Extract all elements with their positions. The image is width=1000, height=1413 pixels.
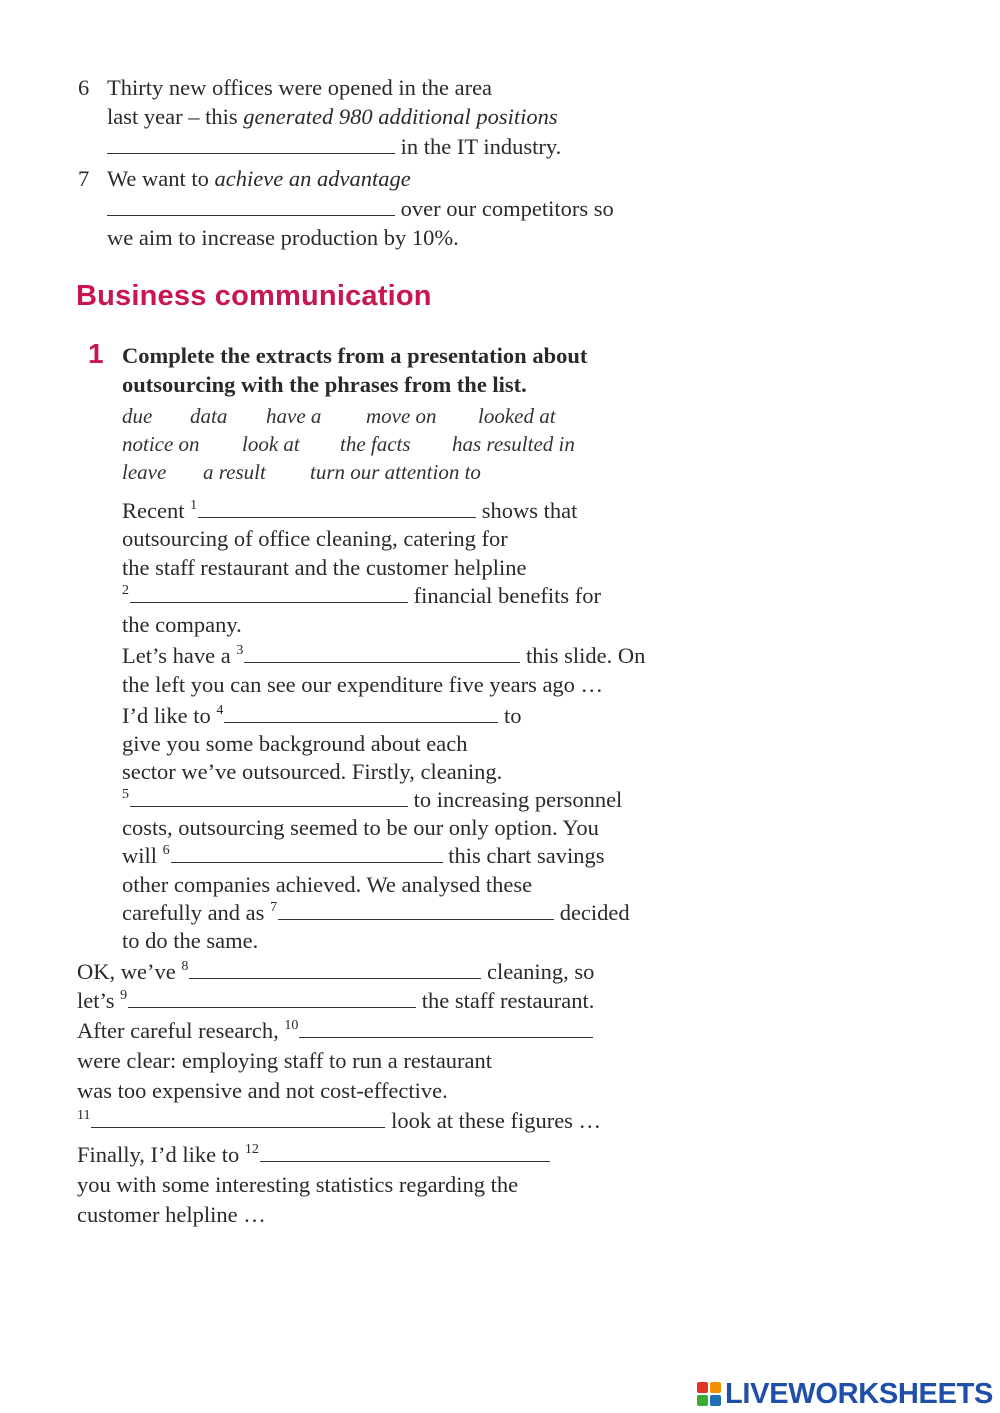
- word-list-item: has resulted in: [452, 432, 575, 456]
- passage-line: the company.: [122, 612, 242, 637]
- gap-number: 12: [244, 1142, 259, 1157]
- passage-line: sector we’ve outsourced. Firstly, cleaning.: [122, 759, 503, 784]
- passage-text: shows that: [476, 498, 578, 523]
- passage-text: to: [498, 703, 522, 728]
- passage-text: this chart savings: [442, 843, 605, 868]
- passage-line: was too expensive and not cost-effective.: [77, 1078, 448, 1103]
- passage-text: look at these figures …: [385, 1108, 602, 1133]
- item7-answer-blank[interactable]: [107, 195, 395, 216]
- item6-line2: [107, 103, 558, 131]
- word-list-item: look at: [242, 432, 300, 456]
- item6-line3: [107, 133, 561, 161]
- gap-number: 11: [77, 1108, 91, 1123]
- word-list-item: looked at: [478, 404, 556, 428]
- gap-5-blank[interactable]: [130, 786, 408, 807]
- passage-line: [122, 582, 601, 614]
- item7-line1-text: We want to: [107, 166, 215, 191]
- passage-line: [77, 1107, 601, 1139]
- passage-line: [77, 987, 594, 1019]
- gap-11-blank[interactable]: [91, 1107, 385, 1128]
- logo-mark-icon: [697, 1382, 721, 1406]
- word-list-item: a result: [203, 460, 266, 484]
- item6-answer-blank[interactable]: [107, 133, 395, 154]
- passage-text: this slide. On: [520, 643, 646, 668]
- item6-line1: Thirty new offices were opened in the area: [107, 75, 493, 100]
- passage-text: will: [122, 843, 163, 868]
- word-list-item: the facts: [340, 432, 411, 456]
- passage-text: carefully and as: [122, 900, 271, 925]
- gap-9-blank[interactable]: [128, 987, 416, 1008]
- logo-square: [710, 1395, 721, 1406]
- passage-text: the staff restaurant.: [416, 988, 595, 1013]
- item7-line2-text: over our competitors so: [395, 196, 614, 221]
- word-list-item: data: [190, 404, 228, 428]
- gap-10-blank[interactable]: [299, 1017, 593, 1038]
- item7-line3: we aim to increase production by 10%.: [107, 225, 459, 250]
- passage-line: [77, 1141, 550, 1173]
- passage-line: [122, 642, 645, 674]
- word-list-item: move on: [366, 404, 437, 428]
- gap-3-blank[interactable]: [244, 642, 520, 663]
- gap-number: 4: [216, 703, 224, 718]
- logo-text: LIVEWORKSHEETS: [725, 1377, 994, 1410]
- exercise-instruction-line2: outsourcing with the phrases from the list.: [122, 372, 527, 397]
- passage-line: you with some interesting statistics regarding the: [77, 1172, 519, 1197]
- passage-text: Recent: [122, 498, 191, 523]
- passage-line: other companies achieved. We analysed these: [122, 872, 533, 897]
- gap-number: 3: [236, 643, 244, 658]
- passage-line: the left you can see our expenditure five years ago …: [122, 672, 604, 697]
- logo-square: [710, 1382, 721, 1393]
- exercise-number: 1: [88, 338, 104, 369]
- gap-number: 5: [122, 787, 129, 802]
- gap-8-blank[interactable]: [189, 958, 481, 979]
- passage-text: Finally, I’d like to: [77, 1142, 245, 1167]
- gap-number: 9: [120, 988, 128, 1003]
- passage-text: decided: [554, 900, 630, 925]
- passage-line: the staff restaurant and the customer helpline: [122, 555, 527, 580]
- logo-square: [697, 1382, 708, 1393]
- passage-text: financial benefits for: [408, 583, 602, 608]
- gap-1-blank[interactable]: [198, 497, 476, 518]
- passage-line: [77, 958, 594, 990]
- gap-number: 6: [162, 843, 170, 858]
- passage-line: costs, outsourcing seemed to be our only option. You: [122, 815, 599, 840]
- passage-text: OK, we’ve: [77, 959, 182, 984]
- passage-text: cleaning, so: [481, 959, 595, 984]
- passage-line: [77, 1017, 593, 1049]
- item-number-6: 6: [78, 75, 90, 100]
- gap-4-blank[interactable]: [224, 702, 498, 723]
- gap-number: 7: [270, 900, 278, 915]
- item6-line3-text: in the IT industry.: [395, 134, 562, 159]
- gap-number: 10: [284, 1018, 299, 1033]
- item7-line1: [107, 165, 411, 193]
- word-list-item: leave: [122, 460, 167, 484]
- liveworksheets-logo: [697, 1377, 993, 1411]
- word-list-item: notice on: [122, 432, 200, 456]
- gap-number: 8: [181, 959, 189, 974]
- passage-line: were clear: employing staff to run a restaurant: [77, 1048, 493, 1073]
- passage-line: [122, 842, 605, 874]
- word-list-item: have a: [266, 404, 322, 428]
- passage-text: I’d like to: [122, 703, 217, 728]
- gap-number: 1: [190, 498, 198, 513]
- gap-2-blank[interactable]: [130, 582, 408, 603]
- passage-line: give you some background about each: [122, 731, 468, 756]
- passage-text: to increasing personnel: [408, 787, 623, 812]
- item-number-7: 7: [78, 166, 90, 191]
- passage-text: After careful research,: [77, 1018, 285, 1043]
- gap-7-blank[interactable]: [278, 899, 554, 920]
- gap-number: 2: [122, 583, 129, 598]
- passage-line: to do the same.: [122, 928, 259, 953]
- gap-6-blank[interactable]: [171, 842, 443, 863]
- item6-line2-italic: generated 980 additional positions: [243, 104, 558, 129]
- item7-line1-italic: achieve an advantage: [214, 166, 411, 191]
- item6-line2-text: last year – this: [107, 104, 244, 129]
- logo-square: [697, 1395, 708, 1406]
- exercise-instruction-line1: Complete the extracts from a presentation about: [122, 343, 588, 368]
- gap-12-blank[interactable]: [260, 1141, 550, 1162]
- passage-line: outsourcing of office cleaning, catering for: [122, 526, 508, 551]
- item7-line2: [107, 195, 614, 223]
- section-title: Business communication: [76, 280, 432, 312]
- passage-line: customer helpline …: [77, 1202, 266, 1227]
- word-list-item: turn our attention to: [310, 460, 481, 484]
- passage-text: let’s: [77, 988, 121, 1013]
- passage-text: Let’s have a: [122, 643, 237, 668]
- word-list-item: due: [122, 404, 153, 428]
